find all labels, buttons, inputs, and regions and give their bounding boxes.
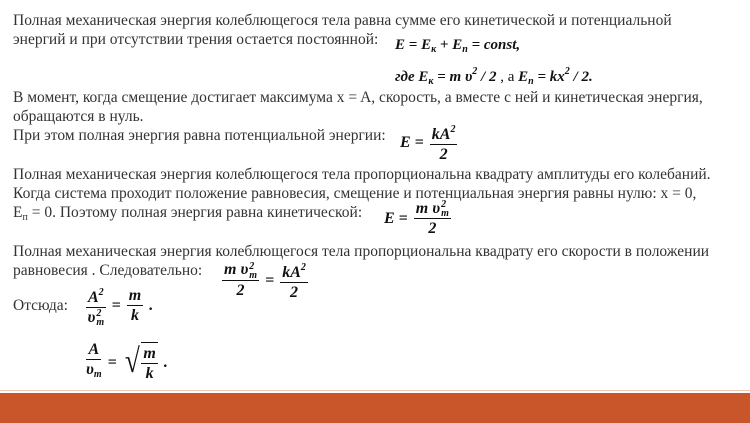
footer-bar bbox=[0, 393, 750, 423]
formula-amplitude-ratio: $\frac{A}{\upsilon_m}$ = √ $\frac{m}{k}$ . bbox=[86, 341, 168, 382]
formula-energy-equality: m υ 2 m 2 = $\frac{kA^2}{2}$ bbox=[222, 258, 308, 302]
formula-potential-energy: E = $\frac{kA^2}{2}$ bbox=[400, 120, 457, 164]
p3-line2: Когда система проходит положение равновесия, смещение и потенциальная энергия равны нулю: x = 0, bbox=[13, 185, 697, 202]
p5-label: Отсюда: bbox=[13, 297, 68, 314]
formula-amplitude-ratio-squared: $A^2$ υ 2 m = $\frac{m}{k}$ . bbox=[86, 283, 153, 327]
p2-line2: обращаются в нуль. bbox=[13, 108, 144, 125]
footer-divider bbox=[0, 390, 750, 391]
p4-line2: равновесия . Следовательно: bbox=[13, 262, 203, 279]
sqrt-sign-icon: √ bbox=[124, 343, 140, 380]
formula-energy-sum: $E = E_к + E_п$ = const, bbox=[395, 37, 521, 55]
p1-line1: Полная механическая энергия колеблющегося тела равна сумме его кинетической и потенциальной bbox=[13, 12, 672, 29]
p4-line1: Полная механическая энергия колеблющегося тела пропорциональна квадрату его скорости в положении bbox=[13, 243, 710, 260]
p2-line3: При этом полная энергия равна потенциальной энергии: bbox=[13, 127, 386, 144]
p2-line1: В момент, когда смещение достигает максимума x = A, скорость, а вместе с ней и кинетическая энергия, bbox=[13, 89, 703, 106]
p1-line2: энергий и при отсутствии трения остается постоянной: bbox=[13, 31, 379, 48]
formula-kinetic-energy: E = m υ 2 m 2 bbox=[384, 199, 449, 238]
p3-line3: Eп = 0. Поэтому полная энергия равна кинетической: bbox=[13, 204, 363, 223]
p3-line1: Полная механическая энергия колеблющегося тела пропорциональна квадрату амплитуды его колебаний. bbox=[13, 166, 711, 183]
formula-energy-components: где $E_к = m$ $\upsilon^2 / 2$ , а $E_п = kx^2 / 2$. bbox=[395, 66, 593, 87]
